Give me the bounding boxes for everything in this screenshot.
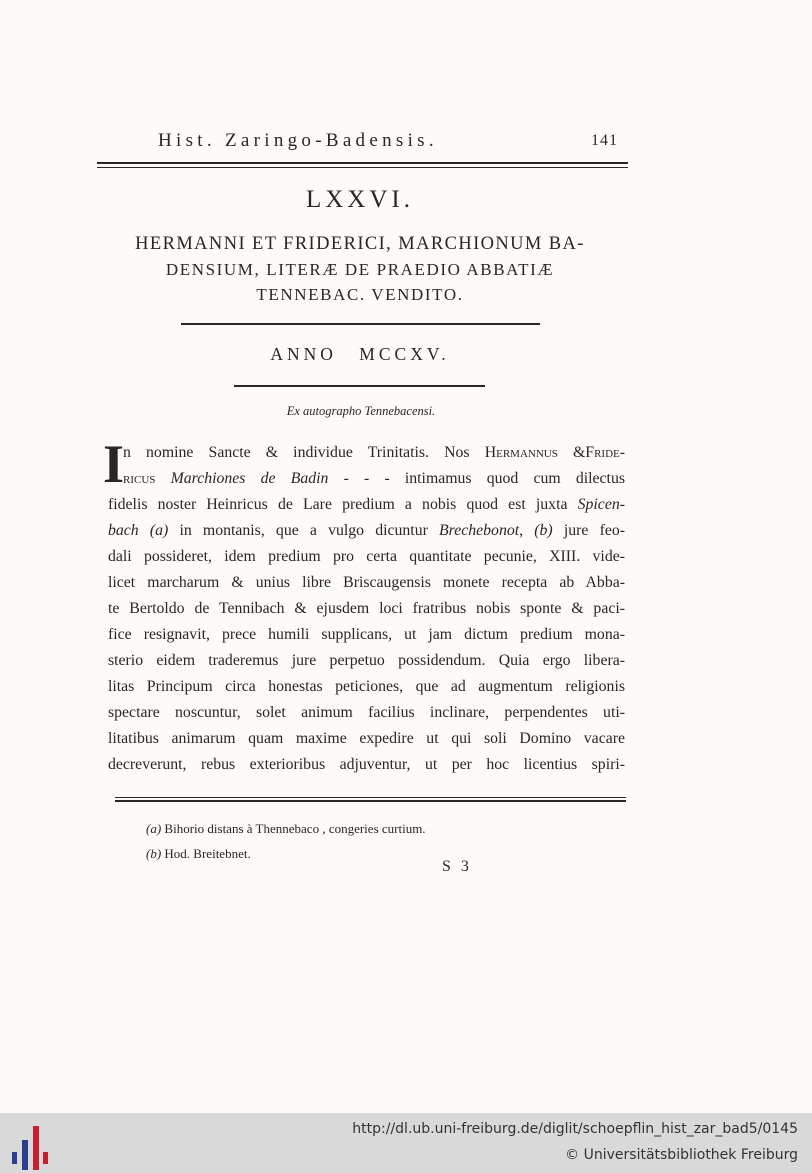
body-line	[108, 622, 625, 648]
body-line	[108, 700, 625, 726]
body-text-segment: Marchiones de Badin	[170, 470, 329, 487]
chapter-title-line-3: TENNEBAC. VENDITO.	[256, 285, 464, 304]
footer-bar	[0, 1113, 812, 1173]
body-text-segment: in montanis, que a vulgo dicuntur	[168, 522, 440, 539]
running-head-title: Hist. Zaringo-Badensis.	[158, 130, 438, 151]
body-line	[123, 466, 625, 492]
body-line	[108, 648, 625, 674]
body-line	[108, 544, 625, 570]
year-rule	[234, 385, 485, 387]
body-text-segment: sterio eidem traderemus jure perpetuo possidendum. Quia ergo libera-	[108, 652, 625, 669]
body-line	[108, 726, 625, 752]
body-text-segment: litatibus animarum quam maxime expedire ut qui soli Domino vacare	[108, 730, 625, 747]
body-line	[108, 518, 625, 544]
footnote-mark: (a)	[146, 821, 162, 836]
footnote-text: Bihorio distans à Thennebaco , congeries curtium.	[161, 821, 426, 836]
footnote-text: Hod. Breitebnet.	[161, 846, 251, 861]
body-text-segment: Hermannus	[484, 444, 558, 461]
body-text-segment: licet marcharum & unius libre Briscaugensis monete recepta ab Abba-	[108, 574, 625, 591]
footnote-mark: (b)	[146, 846, 162, 861]
header-rule-top	[97, 162, 628, 164]
body-text-segment: - - - intimamus quod cum dilectus	[328, 470, 625, 487]
body-text-segment: (b)	[534, 522, 553, 539]
chapter-title-line-2: DENSIUM, LITERÆ DE PRAEDIO ABBATIÆ	[165, 260, 555, 279]
footnote-rule-bottom	[115, 800, 626, 802]
body-text-segment: te Bertoldo de Tennibach & ejusdem loci fratribus nobis sponte & paci-	[108, 600, 625, 617]
body-text-segment	[155, 470, 170, 487]
source-note: Ex autographo Tennebacensi.	[286, 404, 436, 418]
body-text-segment: jure feo-	[552, 522, 625, 539]
chapter-title-line-1: HERMANNI ET FRIDERICI, MARCHIONUM BA-	[135, 234, 585, 254]
body-text-segment: litas Principum circa honestas peticiones, que ad augmentum religionis	[108, 678, 625, 695]
body-text-segment: decreverunt, rebus exterioribus adjuventur, ut per hoc licentius spiri-	[108, 756, 625, 773]
header-rule-bottom	[97, 167, 628, 168]
body-text-segment: &	[557, 444, 586, 461]
running-head	[158, 130, 618, 154]
body-text-segment: fidelis noster Heinricus de Lare predium a nobis quod est juxta	[108, 496, 578, 513]
footnote-rule-top	[115, 797, 626, 798]
body-text-segment: dali possideret, idem predium pro certa quantitate pecunie, XIII. vide-	[108, 548, 625, 565]
drop-cap: I	[103, 434, 125, 494]
body-text-segment: n nomine Sancte & individue Trinitatis. Nos	[123, 444, 485, 461]
document-year: ANNO MCCXV.	[270, 344, 450, 364]
body-text-segment: Fride-	[585, 444, 625, 461]
body-text-segment: spectare noscuntur, solet animum facilius inclinare, perpendentes uti-	[108, 704, 625, 721]
footnote-b	[146, 846, 251, 862]
chapter-number: LXXVI.	[305, 186, 414, 213]
body-text-segment: Brechebonot	[439, 522, 520, 539]
body-text-segment: ricus	[123, 470, 156, 487]
body-text-segment: bach (a)	[108, 522, 169, 539]
permalink-url[interactable]: http://dl.ub.uni-freiburg.de/diglit/schoepflin_hist_zar_bad5/0145	[352, 1121, 798, 1137]
body-line	[108, 570, 625, 596]
page-number: 141	[591, 132, 618, 149]
ub-freiburg-logo-icon	[10, 1126, 50, 1170]
footnote-a	[146, 821, 426, 837]
title-rule	[181, 323, 540, 325]
body-line	[108, 492, 625, 518]
body-text-segment: ,	[519, 522, 535, 539]
body-line	[123, 440, 625, 466]
body-line	[108, 752, 625, 778]
signature-mark: S 3	[442, 858, 472, 875]
body-line	[108, 674, 625, 700]
body-text-segment: fice resignavit, prece humili supplicans, ut jam dictum predium mona-	[108, 626, 625, 643]
copyright-notice: © Universitätsbibliothek Freiburg	[565, 1147, 798, 1163]
body-line	[108, 596, 625, 622]
body-text-segment: Spicen-	[577, 496, 625, 513]
